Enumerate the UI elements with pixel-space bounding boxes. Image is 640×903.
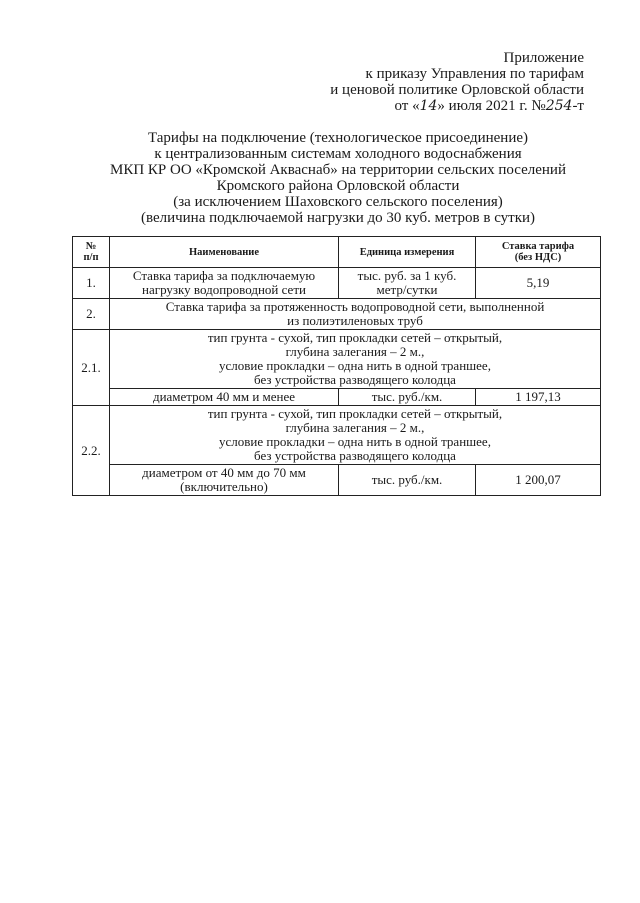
row-number: 2.2. [73, 406, 110, 496]
row-item-name [110, 465, 339, 496]
conditions-line: тип грунта - сухой, тип прокладки сетей – открытый, [207, 406, 503, 421]
conditions-line: тип грунта - сухой, тип прокладки сетей – открытый, [207, 330, 503, 345]
title-line: (величина подключаемой нагрузки до 30 куб. метров в сутки) [140, 210, 536, 226]
conditions-line: условие прокладки – одна нить в одной траншее, [219, 434, 491, 449]
document-title [88, 130, 588, 226]
header-unit: Единица измерения [339, 237, 476, 268]
conditions-line: без устройства разводящего колодца [254, 372, 456, 387]
row-number: 2. [73, 299, 110, 330]
row-section-title [110, 299, 601, 330]
section-title-line: Ставка тарифа за протяженность водопроводной сети, выполненной [165, 299, 545, 314]
row-conditions [110, 406, 601, 465]
row-item-rate: 1 200,07 [476, 465, 601, 496]
handwritten-day: 14 [419, 98, 438, 114]
appendix-header [330, 50, 584, 114]
appendix-date-prefix: от « [394, 98, 420, 114]
appendix-line: и ценовой политике Орловской области [330, 82, 584, 98]
row-unit-line: метр/сутки [376, 282, 438, 297]
header-number-line: № [85, 241, 97, 252]
header-rate-line: Ставка тарифа [501, 241, 575, 252]
appendix-line: Приложение [503, 50, 584, 66]
conditions-line: без устройства разводящего колодца [254, 448, 456, 463]
table-header-row [73, 237, 601, 268]
appendix-line: к приказу Управления по тарифам [365, 66, 584, 82]
row-rate: 5,19 [476, 268, 601, 299]
title-line: Тарифы на подключение (технологическое присоединение) [147, 130, 529, 146]
row-item-name-line: диаметром от 40 мм до 70 мм [142, 465, 306, 480]
row-unit-line: тыс. руб. за 1 куб. [357, 268, 457, 283]
appendix-date-suffix: -т [572, 98, 584, 114]
table-row [73, 330, 601, 389]
header-number-line: п/п [83, 252, 99, 263]
appendix-date-line [330, 98, 584, 114]
conditions-line: глубина залегания – 2 м., [285, 344, 425, 359]
appendix-date-mid: » июля 2021 г. № [437, 98, 546, 114]
row-number: 1. [73, 268, 110, 299]
header-rate [476, 237, 601, 268]
row-item-unit: тыс. руб./км. [339, 389, 476, 406]
header-name: Наименование [110, 237, 339, 268]
conditions-line: условие прокладки – одна нить в одной траншее, [219, 358, 491, 373]
title-line: к централизованным системам холодного водоснабжения [154, 146, 522, 162]
handwritten-order-number: 254 [545, 98, 573, 114]
row-item-unit: тыс. руб./км. [339, 465, 476, 496]
row-item-rate: 1 197,13 [476, 389, 601, 406]
conditions-line: глубина залегания – 2 м., [285, 420, 425, 435]
table-row [73, 465, 601, 496]
header-rate-line: (без НДС) [514, 252, 562, 263]
row-conditions [110, 330, 601, 389]
table-row [73, 268, 601, 299]
row-unit [339, 268, 476, 299]
row-item-name-line: (включительно) [180, 479, 268, 494]
table-row [73, 299, 601, 330]
row-item-name: диаметром 40 мм и менее [110, 389, 339, 406]
row-name-line: нагрузку водопроводной сети [142, 282, 306, 297]
row-name-line: Ставка тарифа за подключаемую [132, 268, 316, 283]
title-line: (за исключением Шаховского сельского поселения) [173, 194, 503, 210]
table-row [73, 406, 601, 465]
row-number: 2.1. [73, 330, 110, 406]
header-number [73, 237, 110, 268]
section-title-line: из полиэтиленовых труб [287, 313, 423, 328]
row-name [110, 268, 339, 299]
title-line: МКП КР ОО «Кромской Акваснаб» на территории сельских поселений [109, 162, 566, 178]
tariffs-table [72, 236, 601, 496]
title-line: Кромского района Орловской области [216, 178, 460, 194]
table-row [73, 389, 601, 406]
